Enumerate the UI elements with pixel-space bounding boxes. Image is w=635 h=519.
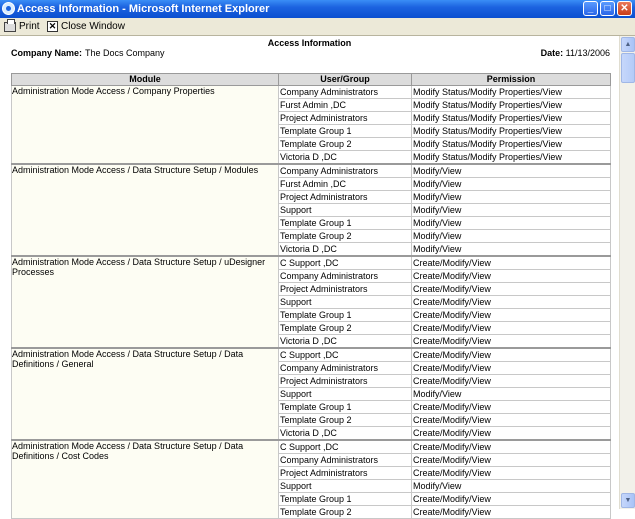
close-window-button[interactable] [47,18,125,35]
user-group-cell: Template Group 2 [279,322,412,335]
minimize-button[interactable]: _ [583,1,598,16]
user-group-cell: Victoria D ,DC [279,243,412,257]
table-body [12,86,611,519]
user-group-cell: Template Group 1 [279,125,412,138]
permission-cell: Modify/View [412,178,611,191]
window-title: Access Information - Microsoft Internet Explorer [17,3,270,15]
user-group-cell: Template Group 2 [279,138,412,151]
scroll-up-arrow-icon[interactable]: ▲ [621,37,635,52]
user-group-cell: Victoria D ,DC [279,335,412,349]
permission-cell: Create/Modify/View [412,414,611,427]
maximize-button[interactable]: □ [600,1,615,16]
window-titlebar[interactable] [0,0,635,18]
company-name-label: Company Name: [11,48,83,58]
user-group-cell: Template Group 1 [279,217,412,230]
close-window-label: Close Window [61,21,125,32]
permission-cell: Modify Status/Modify Properties/View [412,125,611,138]
user-group-cell: Support [279,388,412,401]
permission-cell: Create/Modify/View [412,335,611,349]
permission-cell: Create/Modify/View [412,283,611,296]
module-cell: Administration Mode Access / Data Structure Setup / uDesigner Processes [12,256,279,348]
user-group-cell: Support [279,296,412,309]
permission-cell: Create/Modify/View [412,322,611,335]
print-label: Print [19,21,40,32]
permission-cell: Modify Status/Modify Properties/View [412,138,611,151]
scroll-down-arrow-icon[interactable]: ▼ [621,493,635,508]
printer-icon [4,22,16,32]
column-header-permission: Permission [412,74,611,86]
permission-cell: Create/Modify/View [412,493,611,506]
scroll-thumb[interactable] [621,53,635,83]
permission-cell: Create/Modify/View [412,401,611,414]
permission-cell: Modify Status/Modify Properties/View [412,99,611,112]
user-group-cell: Template Group 2 [279,414,412,427]
permission-cell: Modify/View [412,480,611,493]
permission-cell: Modify/View [412,243,611,257]
user-group-cell: Template Group 1 [279,309,412,322]
report-title: Access Information [267,38,352,48]
module-cell: Administration Mode Access / Data Structure Setup / Data Definitions / Cost Codes [12,440,279,519]
report-date [541,48,610,58]
permission-cell: Modify/View [412,204,611,217]
permission-cell: Modify Status/Modify Properties/View [412,151,611,165]
permission-cell: Create/Modify/View [412,348,611,362]
permission-cell: Modify/View [412,388,611,401]
user-group-cell: C Support ,DC [279,348,412,362]
table-row [12,256,611,270]
module-cell: Administration Mode Access / Company Properties [12,86,279,165]
toolbar [0,18,635,36]
permission-cell: Create/Modify/View [412,440,611,454]
user-group-cell: C Support ,DC [279,256,412,270]
print-button[interactable] [4,18,40,35]
permission-cell: Modify/View [412,164,611,178]
user-group-cell: Template Group 2 [279,230,412,243]
user-group-cell: C Support ,DC [279,440,412,454]
user-group-cell: Template Group 1 [279,401,412,414]
ie-icon [2,2,15,15]
user-group-cell: Project Administrators [279,375,412,388]
user-group-cell: Project Administrators [279,467,412,480]
date-value: 11/13/2006 [565,48,610,58]
permission-cell: Modify/View [412,230,611,243]
user-group-cell: Company Administrators [279,454,412,467]
table-row [12,86,611,99]
table-row [12,440,611,454]
window-controls [583,1,632,16]
permission-cell: Create/Modify/View [412,362,611,375]
permission-cell: Create/Modify/View [412,309,611,322]
permission-cell: Create/Modify/View [412,256,611,270]
date-label: Date: [540,48,564,58]
user-group-cell: Victoria D ,DC [279,151,412,165]
table-row [12,164,611,178]
user-group-cell: Furst Admin ,DC [279,99,412,112]
user-group-cell: Template Group 2 [279,506,412,519]
module-cell: Administration Mode Access / Data Structure Setup / Modules [12,164,279,256]
permission-cell: Create/Modify/View [412,296,611,309]
permission-cell: Create/Modify/View [412,270,611,283]
report-content [0,36,619,517]
access-table [11,73,611,519]
user-group-cell: Company Administrators [279,164,412,178]
permission-cell: Create/Modify/View [412,427,611,441]
permission-cell: Create/Modify/View [412,454,611,467]
close-window-icon: ✕ [48,21,57,31]
table-header-row [12,74,611,86]
user-group-cell: Victoria D ,DC [279,427,412,441]
user-group-cell: Company Administrators [279,362,412,375]
user-group-cell: Support [279,204,412,217]
user-group-cell: Furst Admin ,DC [279,178,412,191]
module-cell: Administration Mode Access / Data Structure Setup / Data Definitions / General [12,348,279,440]
permission-cell: Modify Status/Modify Properties/View [412,112,611,125]
user-group-cell: Project Administrators [279,283,412,296]
close-button[interactable]: ✕ [617,1,632,16]
permission-cell: Create/Modify/View [412,375,611,388]
user-group-cell: Company Administrators [279,86,412,99]
permission-cell: Create/Modify/View [412,467,611,480]
vertical-scrollbar[interactable] [619,36,635,509]
column-header-module: Module [12,74,279,86]
user-group-cell: Support [279,480,412,493]
user-group-cell: Project Administrators [279,191,412,204]
permission-cell: Modify/View [412,191,611,204]
permission-cell: Modify/View [412,217,611,230]
company-name-value: The Docs Company [85,48,165,58]
permission-cell: Create/Modify/View [412,506,611,519]
column-header-user-group: User/Group [279,74,412,86]
user-group-cell: Company Administrators [279,270,412,283]
table-row [12,348,611,362]
user-group-cell: Template Group 1 [279,493,412,506]
user-group-cell: Project Administrators [279,112,412,125]
permission-cell: Modify Status/Modify Properties/View [412,86,611,99]
